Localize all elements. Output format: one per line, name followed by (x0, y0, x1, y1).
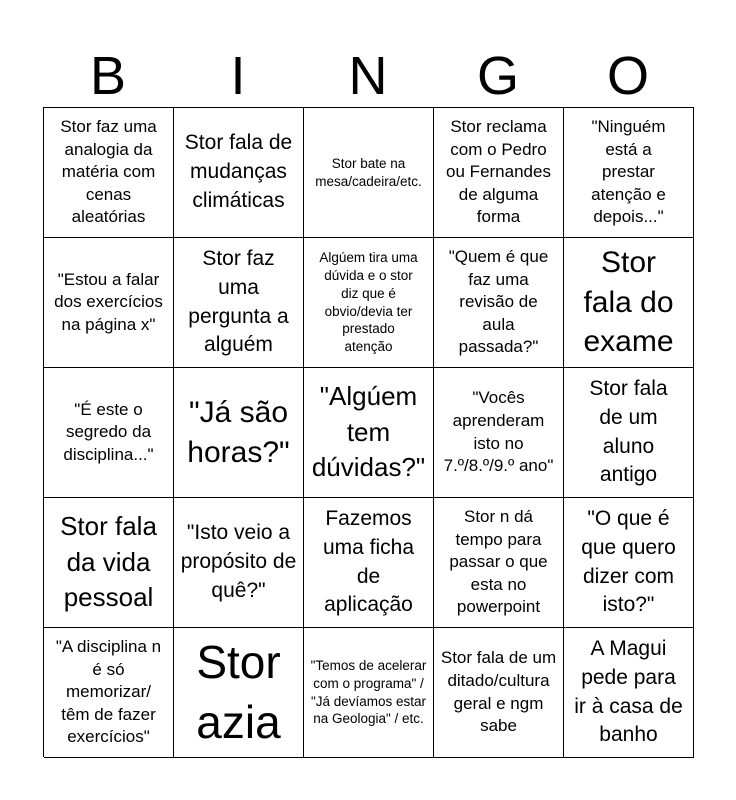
bingo-cell-text: Stor fala de um aluno antigo (589, 376, 668, 487)
header-letter-n: N (348, 46, 388, 106)
header-letter-o: O (606, 46, 649, 106)
bingo-cell[interactable] (434, 238, 564, 368)
bingo-cell[interactable] (304, 628, 434, 758)
bingo-cell[interactable] (564, 368, 694, 498)
bingo-cell-text: "É este o segredo da disciplina..." (63, 399, 154, 464)
bingo-cell-text: A Magui pede para ir à casa de banho (574, 636, 683, 747)
bingo-cell-text: Stor azia (196, 635, 281, 748)
bingo-cell[interactable] (564, 498, 694, 628)
header-letter-g: G (476, 46, 519, 106)
bingo-cell-text: Fazemos uma ficha de aplicação (322, 506, 415, 617)
bingo-cell-text: Stor fala de mudanças climáticas (184, 131, 293, 212)
bingo-cell[interactable] (564, 628, 694, 758)
bingo-cell[interactable] (44, 628, 174, 758)
bingo-cell-text: "Vocês aprenderam isto no 7.º/8.º/9.º ano" (443, 388, 554, 476)
bingo-cell-text: "A disciplina n é só memorizar/ têm de fazer exercícios" (55, 636, 162, 747)
bingo-cell-text: "Ninguém está a prestar atenção e depois..." (591, 116, 666, 227)
bingo-cell-text: Stor faz uma pergunta a alguém (188, 246, 289, 357)
header-letter-b: B (89, 46, 127, 106)
bingo-cell[interactable] (174, 368, 304, 498)
bingo-cell-text: Stor fala da vida pessoal (60, 510, 157, 613)
bingo-cell[interactable] (44, 368, 174, 498)
bingo-cell[interactable] (434, 108, 564, 238)
bingo-cell-text: "Isto veio a propósito de quê?" (180, 521, 297, 602)
bingo-cell[interactable] (564, 238, 694, 368)
bingo-cell-text: Stor n dá tempo para passar o que esta no powerpoint (449, 506, 548, 617)
bingo-cell[interactable] (304, 108, 434, 238)
bingo-cell[interactable] (44, 108, 174, 238)
bingo-cell[interactable] (304, 368, 434, 498)
bingo-cell-text: "O que é que quero dizer com isto?" (581, 506, 676, 617)
bingo-cell-text: Stor reclama com o Pedro ou Fernandes de alguma forma (446, 116, 551, 227)
header-letter-i: I (230, 46, 246, 106)
bingo-cell-text: Algúem tira uma dúvida e o stor diz que é obvio/devia ter prestado atenção (319, 249, 418, 355)
bingo-cell[interactable] (304, 238, 434, 368)
bingo-cell[interactable] (434, 498, 564, 628)
bingo-cell-text: "Já são horas?" (187, 395, 290, 469)
bingo-cell-text: Stor faz uma analogia da matéria com cenas aleatórias (60, 116, 157, 227)
bingo-cell[interactable] (434, 368, 564, 498)
bingo-board (43, 107, 694, 757)
bingo-cell[interactable] (44, 238, 174, 368)
bingo-cell-text: Stor fala do exame (583, 246, 674, 359)
bingo-cell[interactable] (174, 108, 304, 238)
bingo-cell-text: "Temos de acelerar com o programa" / "Já devíamos estar na Geologia" / etc. (310, 657, 427, 727)
bingo-cell[interactable] (174, 498, 304, 628)
bingo-cell[interactable] (174, 238, 304, 368)
bingo-cell-text: "Algúem tem dúvidas?" (311, 380, 426, 483)
bingo-header (43, 44, 693, 108)
bingo-cell[interactable] (564, 108, 694, 238)
bingo-cell-text: "Quem é que faz uma revisão de aula passada?" (448, 246, 549, 357)
bingo-cell-text: Stor fala de um ditado/cultura geral e ngm sabe (440, 648, 557, 736)
bingo-cell[interactable] (434, 628, 564, 758)
bingo-cell[interactable] (304, 498, 434, 628)
bingo-cell[interactable] (44, 498, 174, 628)
bingo-cell[interactable] (174, 628, 304, 758)
bingo-cell-text: "Estou a falar dos exercícios na página x" (54, 269, 163, 334)
bingo-cell-text: Stor bate na mesa/cadeira/etc. (315, 155, 422, 189)
